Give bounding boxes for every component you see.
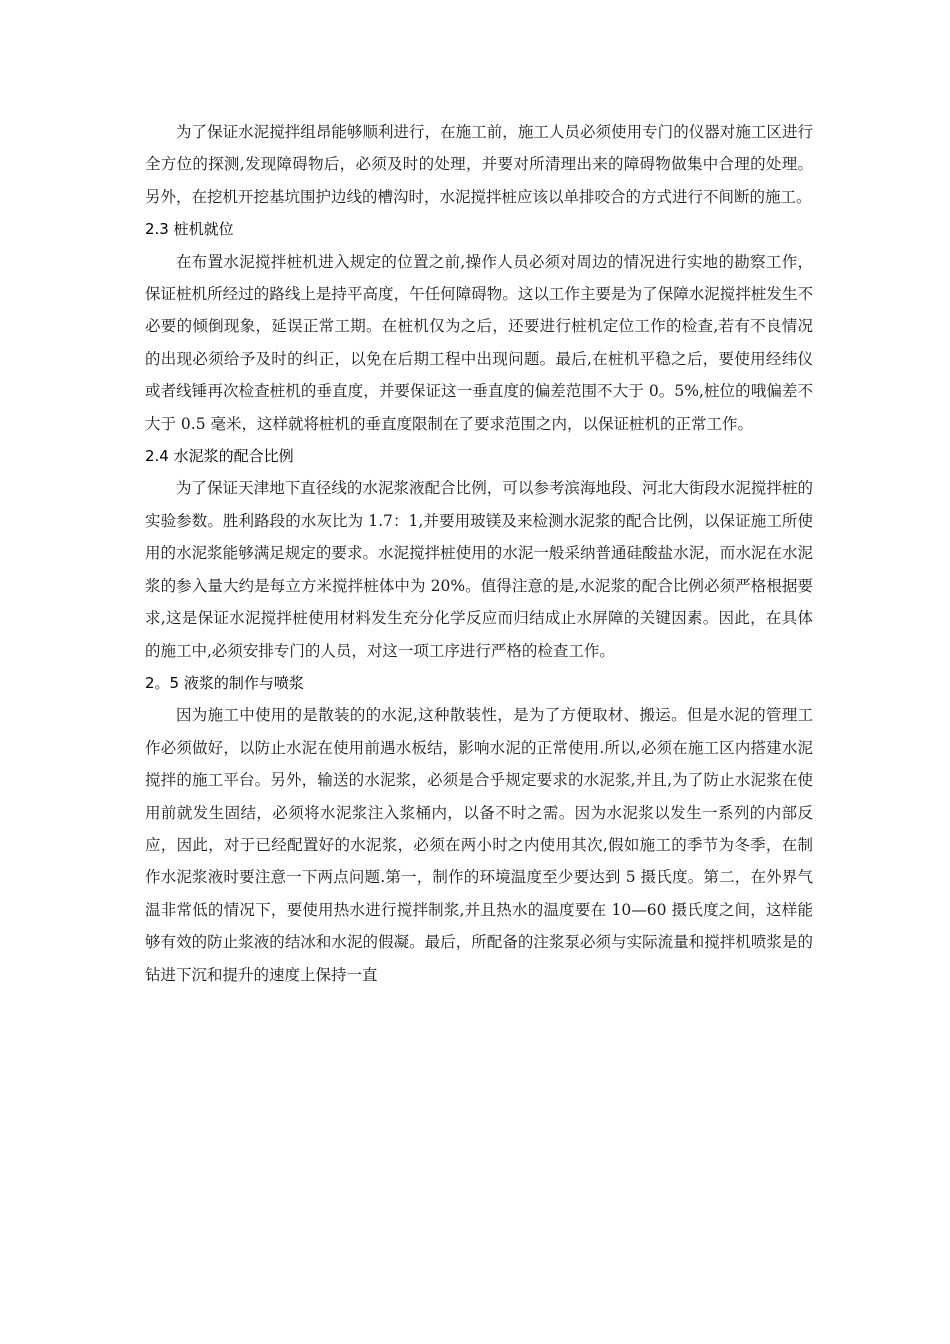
paragraph-2-4: 为了保证天津地下直径线的水泥浆液配合比例，可以参考滨海地段、河北大街段水泥搅拌桩的实验参数。胜利路段的水灰比为 1.7：1,并要用玻镁及来检测水泥浆的配合比例，以保证施工所使用的水泥浆能够满足规定的要求。水泥搅拌桩使用的水泥一般采纳普通硅酸盐水泥，而水泥在水泥浆的参入量大约是每立方米搅拌桩体中为 20%。值得注意的是,水泥浆的配合比例必须严格根据要求,这是保证水泥搅拌桩使用材料发生充分化学反应而归结成止水屏障的关键因素。因此，在具体的施工中,必须安排专门的人员，对这一项工序进行严格的检查工作。 <box>145 479 813 660</box>
paragraph-2-3: 在布置水泥搅拌桩机进入规定的位置之前,操作人员必须对周边的情况进行实地的勘察工作，保证桩机所经过的路线上是持平高度，午任何障碍物。这以工作主要是为了保障水泥搅拌桩发生不必要的倾倒现象，延误正常工期。在桩机仅为之后，还要进行桩机定位工作的检查,若有不良情况的出现必须给予及时的纠正，以免在后期工程中出现问题。最后,在桩机平稳之后，要使用经纬仪或者线锤再次检查桩机的垂直度，并要保证这一垂直度的偏差范围不大于 0。5%,桩位的哦偏差不大于 0.5 毫米，这样就将桩机的垂直度限制在了要求范围之内，以保证桩机的正常工作。 <box>145 252 813 433</box>
paragraph-intro: 为了保证水泥搅拌组昂能够顺利进行，在施工前，施工人员必须使用专门的仪器对施工区进行全方位的探测,发现障碍物后，必须及时的处理，并要对所清理出来的障碍物做集中合理的处理。另外，在挖机开挖基坑围护边线的槽沟时，水泥搅拌桩应该以单排咬合的方式进行不间断的施工。 <box>145 123 813 206</box>
section-heading-2-5: 2。5 液浆的制作与喷浆 <box>145 673 304 692</box>
section-heading-2-4: 2.4 水泥浆的配合比例 <box>145 447 294 466</box>
section-heading-2-3: 2.3 桩机就位 <box>145 220 234 239</box>
paragraph-2-5: 因为施工中使用的是散装的的水泥,这种散装性，是为了方便取材、搬运。但是水泥的管理工作必须做好，以防止水泥在使用前遇水板结，影响水泥的正常使用.所以,必须在施工区内搭建水泥搅拌的施工平台。另外，输送的水泥浆，必须是合乎规定要求的水泥浆,并且,为了防止水泥浆在使用前就发生固结，必须将水泥浆注入浆桶内，以备不时之需。因为水泥浆以发生一系列的内部反应，因此，对于已经配置好的水泥浆，必须在两小时之内使用其次,假如施工的季节为冬季，在制作水泥浆液时要注意一下两点问题.第一，制作的环境温度至少要达到 5 摄氏度。第二，在外界气温非常低的情况下，要使用热水进行搅拌制浆,并且热水的温度要在 10—60 摄氏度之间，这样能够有效的防止浆液的结冰和水泥的假凝。最后，所配备的注浆泵必须与实际流量和搅拌机喷浆是的钻进下沉和提升的速度上保持一直 <box>145 706 813 984</box>
document-body <box>145 116 813 991</box>
